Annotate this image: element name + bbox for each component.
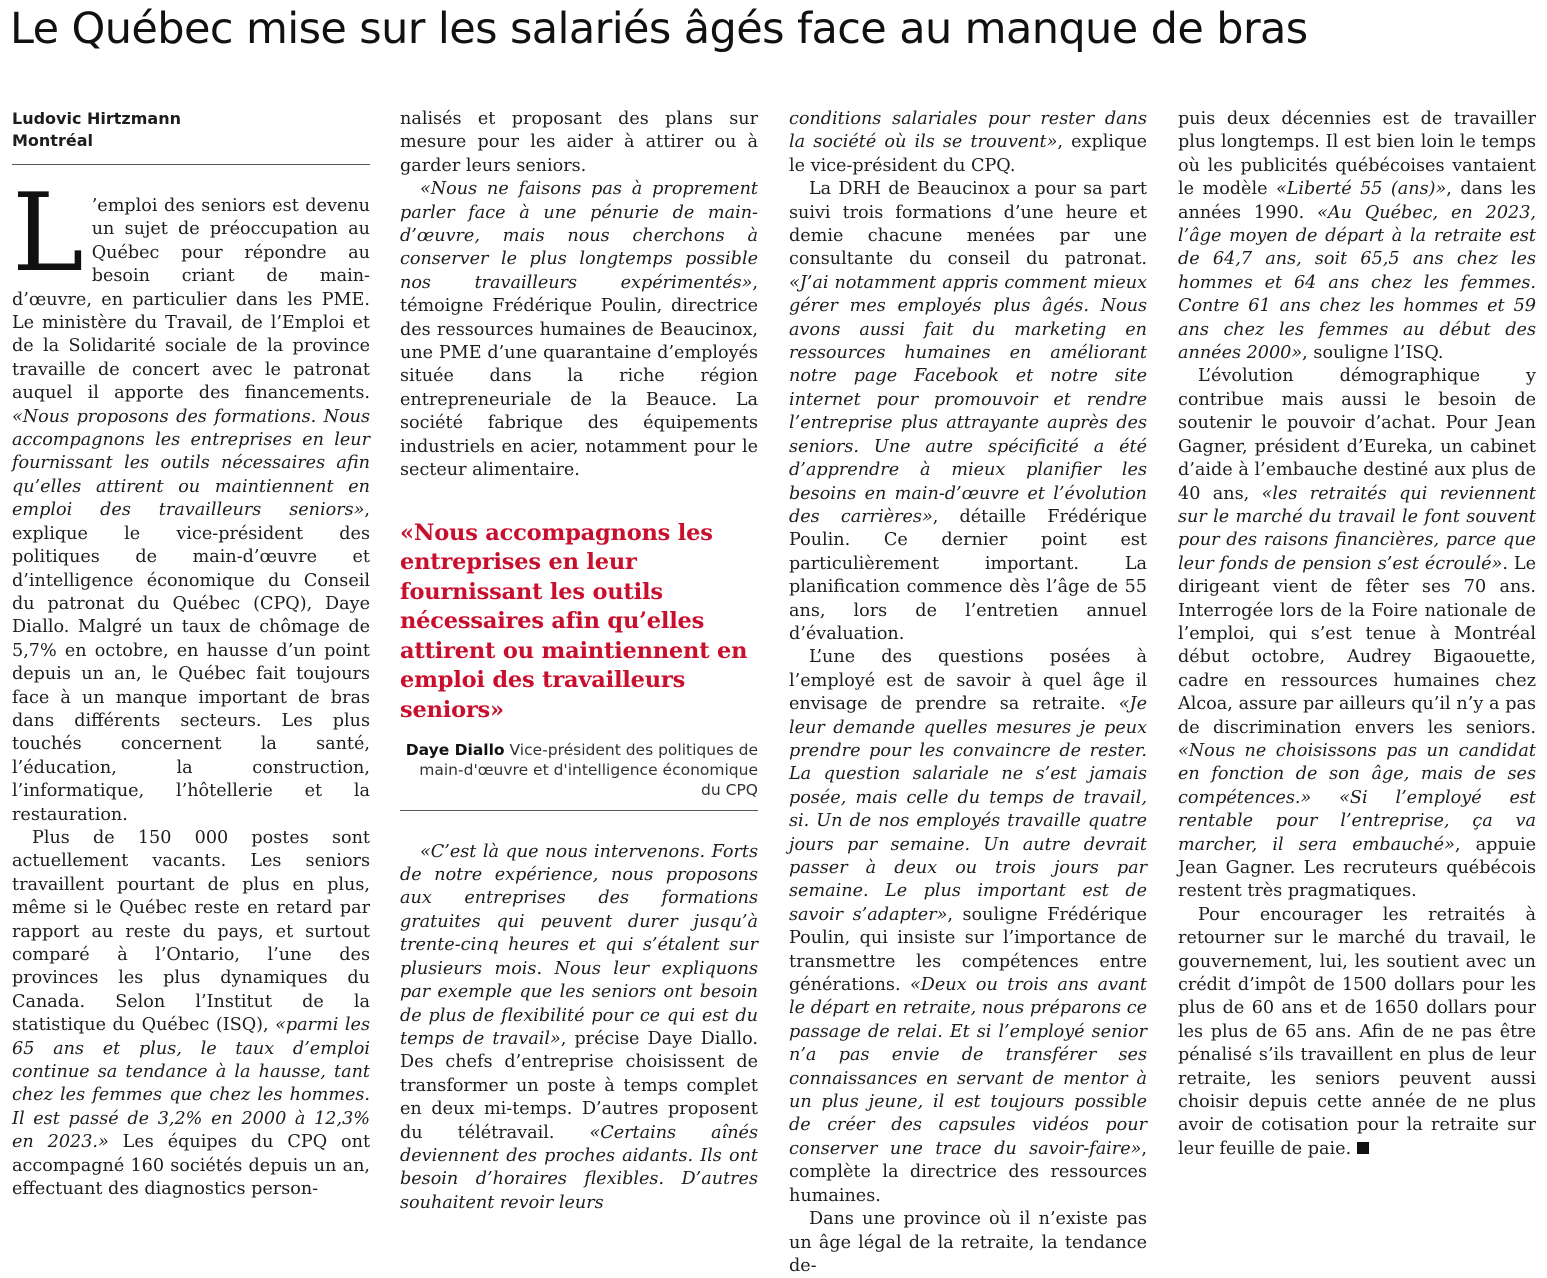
byline-place: Montréal — [12, 131, 93, 150]
paragraph-text: , dans les années 1990. — [1178, 179, 1536, 223]
drop-cap: L — [12, 171, 84, 296]
quote-text: «Je leur demande quelles mesures je peux prendre pour les convaincre de rester. La question salariale ne s’est jamais posée, mais celle du temps de travail, si. Un de nos employés travaille quatre jours par semaine. Un autre devrait passer à deux ou trois jours par semaine. Le plus important est de savoir s’adapter» — [789, 694, 1147, 925]
paragraph — [1178, 904, 1536, 1161]
paragraph — [400, 178, 758, 482]
pull-quote-role: Vice-président des politiques de main-d'œuvre et d'intelligence économique du CPQ — [419, 740, 758, 799]
paragraph-text: , souligne l’ISQ. — [1302, 343, 1444, 364]
paragraph-text: ’emploi des seniors est devenu un sujet de préoccupation au Québec pour répondre au besoin criant de main-d’œuvre, en particulier dans les PME. Le ministère du Travail, de l’Emploi et de la Solidarité sociale de la province travaille de concert avec le patronat auquel il apporte des financements. — [12, 196, 370, 404]
paragraph — [789, 646, 1147, 1208]
headline: Le Québec mise sur les salariés âgés face au manque de bras — [10, 4, 1308, 54]
pull-quote-name: Daye Diallo — [405, 740, 505, 759]
quote-text: «Certains aînés deviennent des proches aidants. Ils ont besoin d’horaires flexibles. D’autres souhaitent revoir leurs — [400, 1122, 759, 1213]
pull-quote-attribution — [400, 740, 758, 800]
paragraph — [400, 841, 758, 1216]
byline-author: Ludovic Hirtzmann — [12, 109, 181, 128]
paragraph-text: , détaille Frédérique Poulin. Ce dernier point est particulièrement important. La planification commence dès l’âge de 55 ans, lors de l’entretien annuel d’évaluation. — [789, 506, 1147, 644]
paragraph — [400, 108, 758, 178]
end-of-article-mark — [1357, 1142, 1369, 1154]
paragraph — [789, 178, 1147, 646]
quote-text: «Au Québec, en 2023, l’âge moyen de départ à la retraite est de 64,7 ans, soit 65,5 ans chez les hommes et 64 ans chez les femmes. Contre 61 ans chez les hommes et 59 ans chez les femmes au début des années 2000» — [1178, 202, 1536, 364]
paragraph — [1178, 365, 1536, 903]
column-4 — [1178, 108, 1537, 1159]
column-1 — [12, 108, 371, 1200]
paragraph-text: La DRH de Beaucinox a pour sa part suivi trois formations d’une heure et demie chacune menées par une consultante du conseil du patronat. — [789, 179, 1147, 270]
quote-text: «parmi les 65 ans et plus, le taux d’emploi continue sa tendance à la hausse, tant chez les femmes que chez les hommes. Il est passé de 3,2% en 2000 à 12,3% en 2023.» — [12, 1015, 370, 1153]
paragraph-text: , témoigne Frédérique Poulin, directrice des ressources humaines de Beaucinox, une PME d’une quarantaine d’employés située dans la riche région entrepreneuriale de la Beauce. La société fabrique des équipements industriels en acier, notamment pour le secteur alimentaire. — [400, 272, 758, 481]
paragraph — [12, 827, 370, 1202]
column-3 — [789, 108, 1147, 1276]
paragraph — [789, 108, 1147, 178]
quote-text: «les retraités qui reviennent sur le marché du travail le font souvent pour des raisons financières, parce que leur fonds de pension s’est écroulé» — [1178, 483, 1536, 574]
pull-quote-block — [400, 519, 758, 811]
paragraph-text: L’évolution démographique y contribue mais aussi le besoin de soutenir le pouvoir d’achat. Pour Jean Gagner, président d’Eureka, un cabinet d’aide à l’embauche destiné aux plus de 40 ans, — [1178, 366, 1536, 504]
paragraph-text: L’une des questions posées à l’employé est de savoir à quel âge il envisage de prendre sa retraite. — [789, 647, 1147, 715]
paragraph-text: puis deux décennies est de travailler plus longtemps. Il est bien loin le temps où les publicités québécoises vantaient le modèle — [1178, 109, 1536, 200]
paragraph-text: nalisés et proposant des plans sur mesure pour les aider à attirer ou à garder leurs seniors. — [400, 109, 758, 176]
paragraph-text: , souligne Frédérique Poulin, qui insiste sur l’importance de transmettre les compétences entre générations. — [789, 904, 1147, 996]
byline-rule — [12, 164, 370, 165]
paragraph-text: , appuie Jean Gagner. Les recruteurs québécois restent très pragmatiques. — [1178, 834, 1536, 902]
paragraph-text: , précise Daye Diallo. Des chefs d’entreprise choisissent de transformer un poste à temps complet en deux mi-temps. D’autres proposent du télétravail. — [400, 1028, 758, 1143]
quote-text: «J’ai notamment appris comment mieux gérer mes employés plus âgés. Nous avons aussi fait du marketing en ressources humaines en améliorant notre page Facebook et notre site internet pour promouvoir et rendre l’entreprise plus attrayante auprès des seniors. Une autre spécificité a été d’apprendre à mieux planifier les besoins en main-d’œuvre et l’évolution des carrières» — [789, 272, 1147, 527]
paragraph-text: . Le dirigeant vient de fêter ses 70 ans. Interrogée lors de la Foire nationale de l’emploi, qui s’est tenue à Montréal début octobre, Audrey Bigaouette, cadre en ressources humaines chez Alcoa, assure par ailleurs qu’il n’y a pas de discrimination envers les seniors. — [1178, 553, 1537, 738]
paragraph-text: Plus de 150 000 postes sont actuellement vacants. Les seniors travaillent pourtant de plus en plus, même si le Québec reste en retard par rapport au reste du pays, et surtout comparé à l’Ontario, l’une des provinces les plus dynamiques du Canada. Selon l’Institut de la statistique du Québec (ISQ), — [12, 827, 370, 1036]
paragraph — [12, 195, 370, 827]
paragraph — [1178, 108, 1536, 365]
paragraph-text: , explique le vice-président du CPQ. — [789, 132, 1147, 176]
paragraph-text: Les équipes du CPQ ont accompagné 160 sociétés depuis un an, effectuant des diagnostics person- — [12, 1132, 371, 1200]
quote-text: «Deux ou trois ans avant le départ en retraite, nous préparons ce passage de relai. Et si l’employé senior n’a pas envie de transférer ses connaissances en servant de mentor à un plus jeune, il est toujours possible de créer des capsules vidéos pour conserver une trace du savoir-faire» — [789, 975, 1147, 1159]
quote-text: conditions salariales pour rester dans la société où ils se trouvent» — [789, 109, 1147, 153]
quote-text: «Nous ne choisissons pas un candidat en fonction de son âge, mais de ses compétences.» «Si l’employé est rentable pour l’entreprise, ça va marcher, il sera embauché» — [1178, 740, 1536, 855]
quote-text: «C’est là que nous intervenons. Forts de notre expérience, nous proposons aux entreprises des formations gratuites qui peuvent durer jusqu’à trente-cinq heures et qui s’étalent sur plusieurs mois. Nous leur expliquons par exemple que les seniors ont besoin de plus de flexibilité pour ce qui est du temps de travail» — [400, 841, 758, 1049]
paragraph-text: , complète la directrice des ressources humaines. — [789, 1138, 1147, 1206]
column-2 — [400, 108, 759, 1213]
paragraph-text: Pour encourager les retraités à retourner sur le marché du travail, le gouvernement, lui, les soutient avec un crédit d’impôt de 1500 dollars pour les plus de 60 ans et de 1650 dollars pour les plus de 65 ans. Afin de ne pas être pénalisé s’ils travaillent en plus de leur retraite, les seniors peuvent aussi choisir depuis cette année de ne plus avoir de cotisation pour la retraite sur leur feuille de paie. — [1178, 904, 1536, 1159]
pull-quote-rule — [400, 810, 758, 811]
paragraph — [789, 1208, 1147, 1278]
quote-text: «Nous proposons des formations. Nous accompagnons les entreprises en leur fournissant les outils nécessaires afin qu’elles attirent ou maintiennent en emploi des travailleurs seniors» — [12, 406, 370, 521]
paragraph-text: , explique le vice-président des politiques de main-d’œuvre et d’intelligence économique du Conseil du patronat du Québec (CPQ), Daye Diallo. Malgré un taux de chômage de 5,7% en octobre, en hausse d’un point depuis un an, le Québec fait toujours face à un manque important de bras dans différents secteurs. Les plus touchés concernent la santé, l’éducation, la construction, l’informatique, l’hôtellerie et la restauration. — [12, 500, 370, 825]
paragraph-text: Dans une province où il n’existe pas un âge légal de la retraite, la tendance de- — [789, 1209, 1147, 1276]
quote-text: «Liberté 55 (ans)» — [1275, 179, 1447, 200]
pull-quote: «Nous accompagnons les entreprises en leur fournissant les outils nécessaires afin qu’elles attirent ou maintiennent en emploi des travailleurs seniors» — [400, 519, 748, 724]
quote-text: «Nous ne faisons pas à proprement parler face à une pénurie de main-d’œuvre, mais nous cherchons à conserver le plus longtemps possible nos travailleurs expérimentés» — [400, 179, 758, 293]
